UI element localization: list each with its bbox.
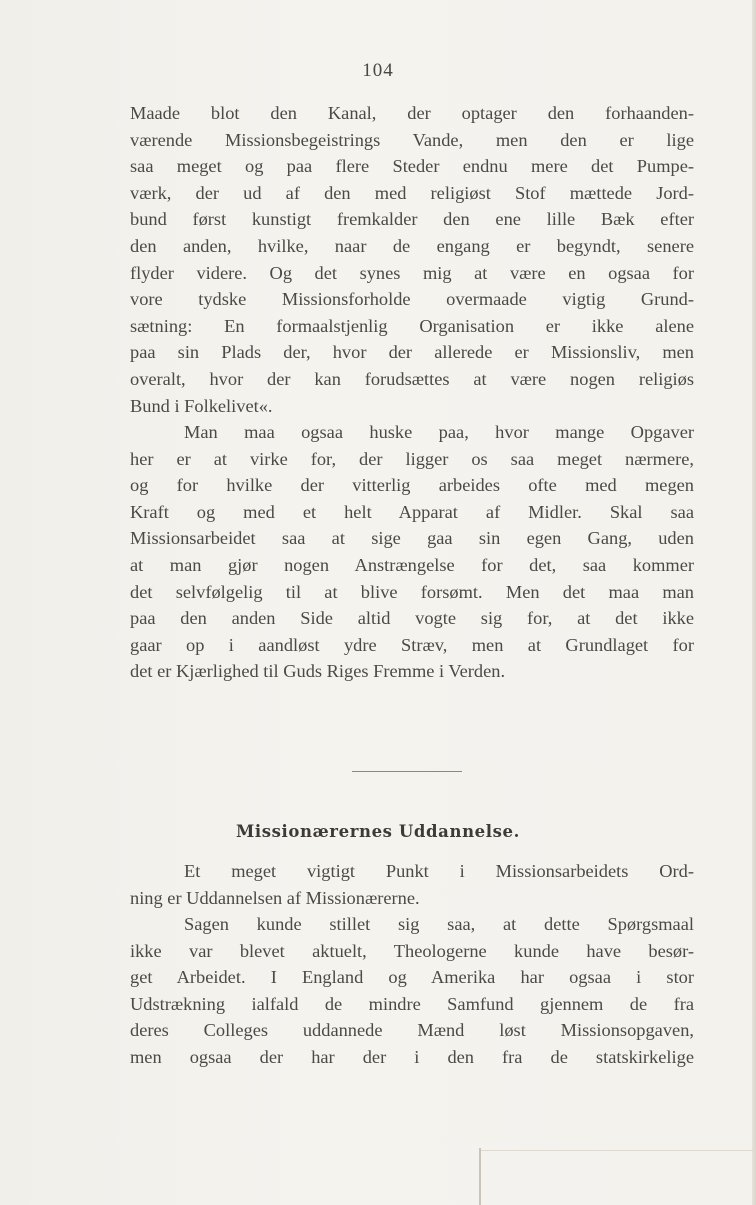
text-line: Missionsarbeidet saa at sige gaa sin egen Gang, uden <box>130 528 694 549</box>
page-number: 104 <box>362 60 394 81</box>
text-line: gaar op i aandløst ydre Stræv, men at Grundlaget for <box>130 634 694 655</box>
text-line: Man maa ogsaa huske paa, hvor mange Opgaver <box>184 422 694 442</box>
text-line: deres Colleges uddannede Mænd løst Missionsopgaven, <box>130 1020 694 1041</box>
paragraph-1 <box>130 100 694 419</box>
text-line: Kraft og med et helt Apparat af Midler. Skal saa <box>130 501 694 522</box>
text-line: Maade blot den Kanal, der optager den forhaanden- <box>130 103 694 123</box>
text-line: flyder videre. Og det synes mig at være en ogsaa for <box>130 262 694 283</box>
scan-artifact-mark <box>479 1148 481 1205</box>
text-line: paa sin Plads der, hvor der allerede er Missionsliv, men <box>130 342 694 363</box>
text-line: ikke var blevet aktuelt, Theologerne kunde have besør- <box>130 940 694 961</box>
section-title: Missionærernes Uddannelse. <box>236 822 520 841</box>
text-line: Udstrækning ialfald de mindre Samfund gjennem de fra <box>130 993 694 1014</box>
text-line: Et meget vigtigt Punkt i Missionsarbeidets Ord- <box>184 861 694 881</box>
paragraph-2 <box>130 419 694 685</box>
text-line: det selvfølgelig til at blive forsømt. Men det maa man <box>130 581 694 602</box>
paragraph-3 <box>130 858 694 911</box>
text-line: at man gjør nogen Anstrængelse for det, saa kommer <box>130 554 694 575</box>
text-line: saa meget og paa flere Steder endnu mere det Pumpe- <box>130 156 694 177</box>
text-line: Bund i Folkelivet«. <box>130 395 273 416</box>
text-line: ning er Uddannelsen af Missionærerne. <box>130 887 420 908</box>
text-line: værk, der ud af den med religiøst Stof mættede Jord- <box>130 182 694 203</box>
text-line: vore tydske Missionsforholde overmaade vigtig Grund- <box>130 289 694 310</box>
text-line: paa den anden Side altid vogte sig for, at det ikke <box>130 608 694 629</box>
text-line: det er Kjærlighed til Guds Riges Fremme i Verden. <box>130 661 506 682</box>
text-line: men ogsaa der har der i den fra de statskirkelige <box>130 1046 694 1067</box>
text-line: get Arbeidet. I England og Amerika har ogsaa i stor <box>130 967 694 988</box>
text-line: sætning: En formaalstjenlig Organisation er ikke alene <box>130 315 694 336</box>
paragraph-4 <box>130 911 694 1071</box>
text-line: og for hvilke der vitterlig arbeides ofte med megen <box>130 475 694 496</box>
scan-artifact-line <box>481 1150 756 1151</box>
text-line: Sagen kunde stillet sig saa, at dette Spørgsmaal <box>184 914 694 934</box>
text-line: overalt, hvor der kan forudsættes at være nogen religiøs <box>130 368 694 389</box>
section-divider <box>352 771 462 772</box>
text-line: den anden, hvilke, naar de engang er begyndt, senere <box>130 235 694 256</box>
text-line: værende Missionsbegeistrings Vande, men den er lige <box>130 129 694 150</box>
text-line: her er at virke for, der ligger os saa meget nærmere, <box>130 448 694 469</box>
page-edge <box>752 0 756 1205</box>
text-line: bund først kunstigt fremkalder den ene lille Bæk efter <box>130 209 694 230</box>
